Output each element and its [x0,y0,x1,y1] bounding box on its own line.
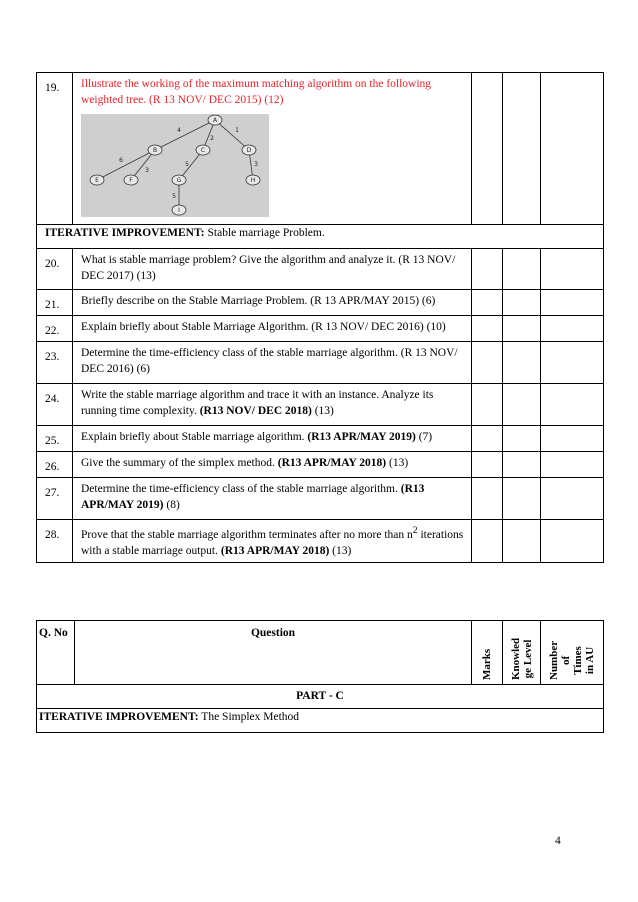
tree-node-label: H [250,177,256,184]
question-text: Determine the time-efficiency class of the stable marriage algorithm. (R 13 NOV/ DEC 2016) (6) [73,342,472,384]
marks-header-label: Marks [481,648,493,680]
question-text [73,478,472,520]
question-19-text: Illustrate the working of the maximum matching algorithm on the following weighted tree. (R 13 NOV/ DEC 2015) (12) [81,78,432,106]
questions-table [36,72,604,563]
knowledge-cell [503,249,541,290]
question-number: 23. [37,342,73,384]
qno-header: Q. No [37,621,75,685]
times-cell [541,342,604,384]
question-text [73,384,472,426]
question-number: 22. [37,316,73,342]
marks-cell [472,290,503,316]
table-row [37,73,604,225]
table-row [37,520,604,563]
question-text-main: Explain briefly about Stable marriage algorithm. [81,431,308,443]
marks-cell [472,342,503,384]
part-row [37,685,604,709]
knowledge-cell [503,73,541,225]
question-text [73,426,472,452]
question-exam-ref: (R13 APR/MAY 2019) [307,431,416,443]
marks-cell [472,384,503,426]
question-number: 26. [37,452,73,478]
tree-node-label: D [246,147,252,154]
header-row [37,621,604,685]
times-header [541,621,604,685]
tree-node-label: F [129,177,133,184]
edge-weight: 3 [145,167,149,174]
table-row [37,384,604,426]
question-exam-ref: (R13 APR/MAY 2018) [277,457,387,469]
marks-cell [472,73,503,225]
weighted-tree-figure [81,114,269,217]
knowledge-cell [503,520,541,563]
tree-node-label: C [200,147,206,154]
question-marks: (8) [163,499,180,511]
knowledge-cell [503,290,541,316]
times-cell [541,290,604,316]
marks-cell [472,249,503,290]
edge-weight: 5 [172,193,176,200]
question-text-main: Prove that the stable marriage algorithm terminates after no more than n [81,528,413,541]
question-header: Question [75,621,472,685]
edge-weight: 1 [235,127,239,134]
question-text: Briefly describe on the Stable Marriage Problem. (R 13 APR/MAY 2015) (6) [73,290,472,316]
section-heading [37,709,604,733]
question-number: 28. [37,520,73,563]
question-text-main: Determine the time-efficiency class of the stable marriage algorithm. [81,483,401,495]
part-c-table [36,620,604,733]
question-text-main: Write the stable marriage algorithm and trace it with an instance. Analyze its running time complexity. [81,389,434,417]
marks-cell [472,478,503,520]
times-cell [541,452,604,478]
table-row [37,316,604,342]
part-c-heading: PART - C [37,685,604,709]
section-row [37,709,604,733]
times-header-label: Number of Times in AU [548,640,596,680]
knowledge-header-label: Knowled ge Level [509,637,534,680]
tree-node-label: I [178,207,180,214]
question-marks: (13) [329,544,352,557]
edge-weight: 5 [185,161,189,168]
question-text-main: Give the summary of the simplex method. [81,457,278,469]
edge-weight: 4 [177,127,181,134]
edge-weight: 2 [210,135,214,142]
table-row [37,452,604,478]
question-number: 21. [37,290,73,316]
tree-node-label: B [152,147,158,154]
section-heading [37,225,604,249]
question-number: 27. [37,478,73,520]
question-number: 19. [37,73,73,225]
times-cell [541,478,604,520]
question-number: 20. [37,249,73,290]
question-text: Explain briefly about Stable Marriage Algorithm. (R 13 NOV/ DEC 2016) (10) [73,316,472,342]
question-text [73,452,472,478]
question-number: 24. [37,384,73,426]
table-row [37,290,604,316]
knowledge-cell [503,426,541,452]
tree-node-label: G [176,177,182,184]
table-row [37,426,604,452]
marks-cell [472,316,503,342]
question-text [73,73,472,225]
section-prefix: ITERATIVE IMPROVEMENT: [45,227,205,239]
question-number: 25. [37,426,73,452]
times-cell [541,384,604,426]
knowledge-cell [503,342,541,384]
question-marks: (13) [386,457,409,469]
times-cell [541,249,604,290]
question-text-cont: iterations with a stable marriage output. [81,528,464,557]
tree-node-label: A [212,117,218,124]
section-title: Stable marriage Problem. [204,227,325,239]
question-marks: (7) [415,431,433,443]
page-number: 4 [555,835,561,847]
table-row [37,249,604,290]
question-text: What is stable marriage problem? Give the algorithm and analyze it. (R 13 NOV/ DEC 2017) (13) [73,249,472,290]
marks-cell [472,452,503,478]
knowledge-cell [503,384,541,426]
edge-weight: 6 [119,157,123,164]
tree-diagram [81,114,269,217]
section-prefix: ITERATIVE IMPROVEMENT: [39,711,199,723]
section-row [37,225,604,249]
question-exam-ref: (R13 NOV/ DEC 2018) [199,405,312,417]
times-cell [541,73,604,225]
times-cell [541,316,604,342]
question-marks: (13) [311,405,334,417]
times-cell [541,426,604,452]
question-text [73,520,472,563]
table-row [37,478,604,520]
question-exam-ref: (R13 APR/MAY 2019) [81,483,425,511]
question-exam-ref: (R13 APR/MAY 2018) [220,544,330,557]
knowledge-cell [503,478,541,520]
marks-header [472,621,503,685]
times-cell [541,520,604,563]
marks-cell [472,520,503,563]
knowledge-header [503,621,541,685]
tree-node-label: E [95,177,99,184]
marks-cell [472,426,503,452]
knowledge-cell [503,452,541,478]
superscript: 2 [412,525,418,536]
section-title: The Simplex Method [198,711,300,723]
knowledge-cell [503,316,541,342]
table-row [37,342,604,384]
edge-weight: 3 [254,161,258,168]
